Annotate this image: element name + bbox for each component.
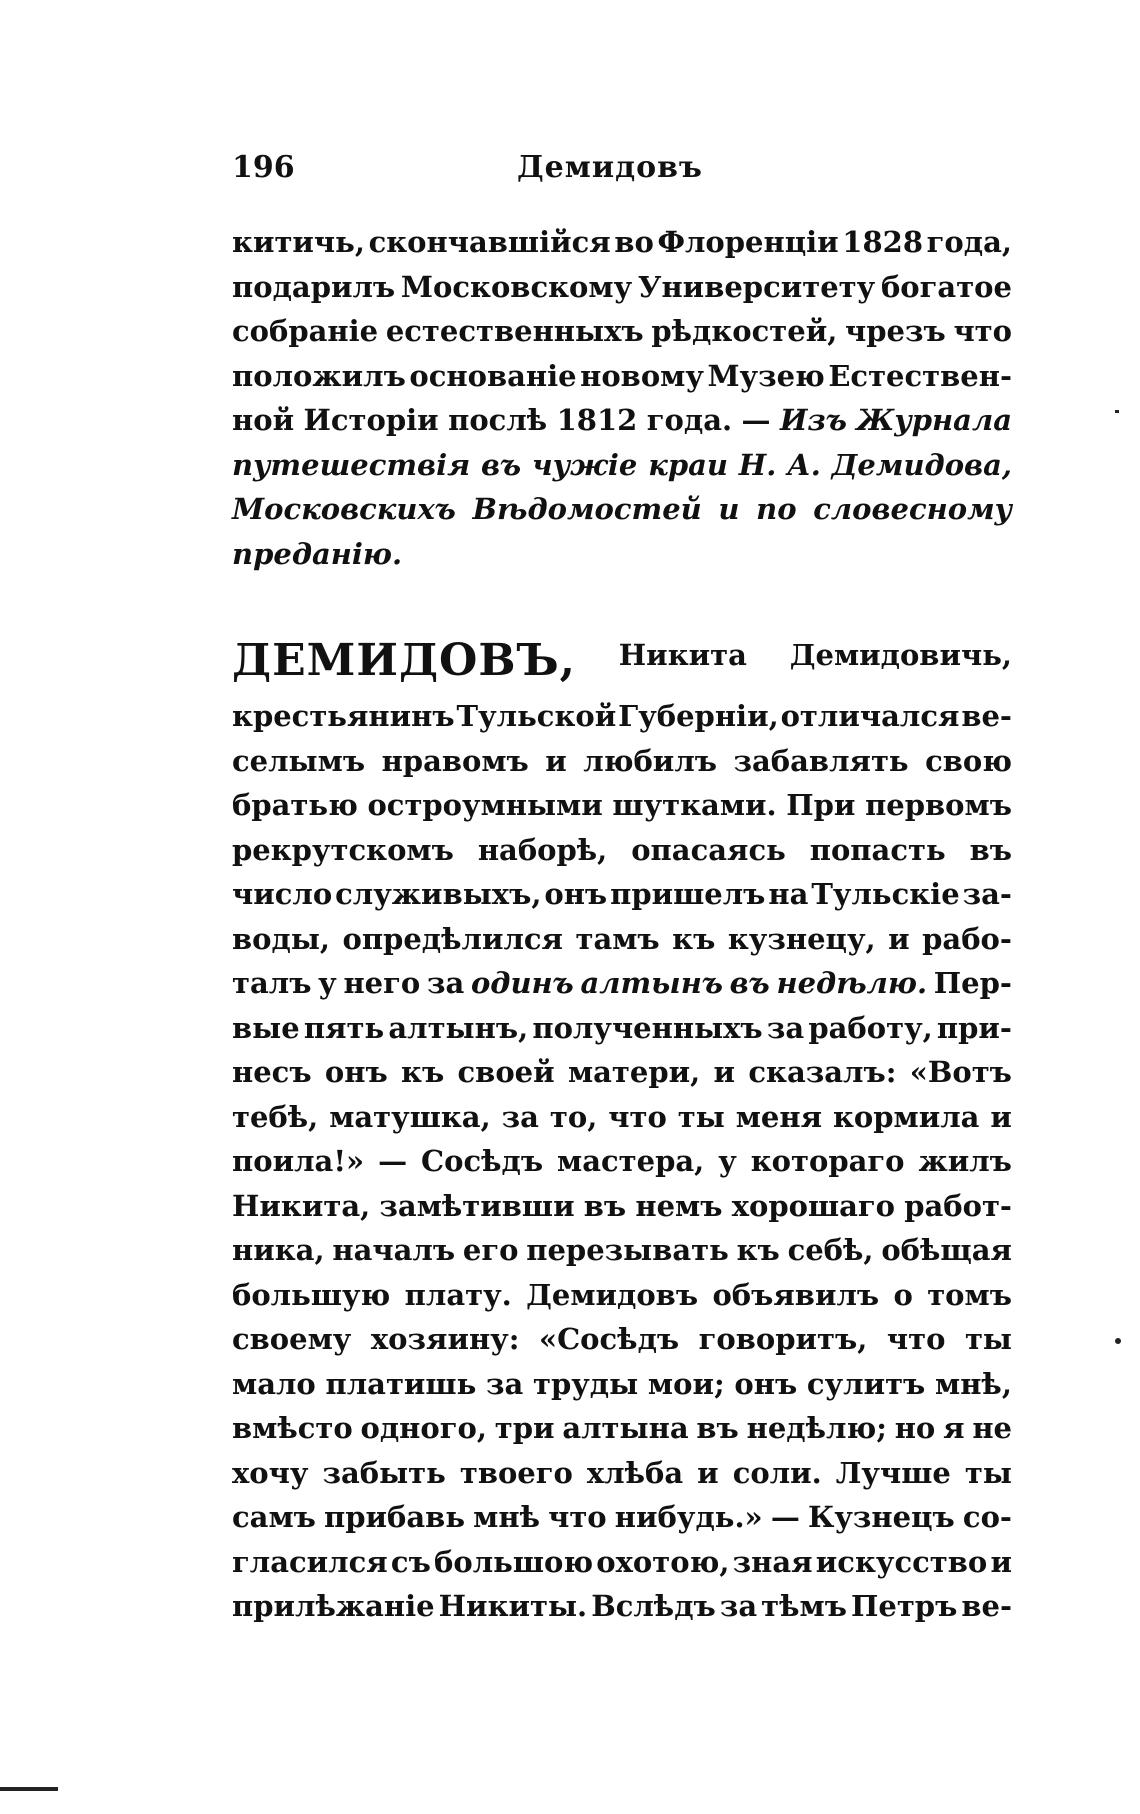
word: несъ xyxy=(232,1055,312,1089)
word: наборѣ, xyxy=(477,832,608,867)
word: преданію. xyxy=(232,536,403,571)
word: воды, xyxy=(232,921,330,956)
word: что xyxy=(886,1322,946,1356)
word: за xyxy=(485,1366,524,1401)
word: матери, xyxy=(567,1055,701,1089)
word: талъ xyxy=(232,966,312,1000)
text-line xyxy=(232,1095,1012,1140)
text-line xyxy=(232,1406,1012,1451)
word: и xyxy=(990,1544,1012,1579)
word: сулитъ xyxy=(806,1366,926,1401)
word: богатое xyxy=(880,269,1012,304)
word: со- xyxy=(962,1500,1012,1534)
word: жилъ xyxy=(918,1144,1012,1178)
word: «Сосѣдъ xyxy=(538,1322,680,1356)
word: но xyxy=(894,1411,936,1445)
word: Никита xyxy=(618,638,747,672)
word: въ xyxy=(583,1188,627,1223)
word: опредѣлился xyxy=(342,921,563,956)
word: въ xyxy=(696,1411,739,1445)
word: при- xyxy=(936,1010,1012,1045)
text-line xyxy=(232,354,1012,399)
word: труды xyxy=(533,1366,639,1401)
word: пришелъ xyxy=(610,877,766,911)
word: братью xyxy=(232,788,358,822)
word: работ- xyxy=(904,1188,1012,1223)
word: Петръ xyxy=(850,1589,958,1623)
word: тамъ xyxy=(575,921,660,956)
word: Демидовичь, xyxy=(789,638,1012,672)
word: хозяину: xyxy=(370,1322,520,1356)
word: Никиты. xyxy=(438,1589,588,1623)
word: Московскому xyxy=(400,269,633,304)
word: нравомъ xyxy=(381,743,529,778)
word: алтына xyxy=(562,1411,689,1445)
word: за- xyxy=(962,877,1012,911)
word: Никита, xyxy=(232,1188,371,1223)
text-line xyxy=(232,1228,1012,1273)
word: прилѣжаніе xyxy=(232,1589,435,1623)
word: о xyxy=(893,1277,913,1312)
word: и xyxy=(718,492,740,526)
word: Музею xyxy=(707,358,825,393)
text-line xyxy=(232,398,1012,443)
word: забавлять xyxy=(733,743,909,778)
word: отличался xyxy=(780,699,960,733)
word: скончавшійся xyxy=(368,225,611,259)
word: мастера, xyxy=(557,1144,705,1178)
word: Вѣдомостей xyxy=(472,492,702,526)
page-number: 196 xyxy=(232,150,295,185)
word: платишь xyxy=(325,1366,477,1401)
word: Исторіи xyxy=(303,403,439,437)
word: «Вотъ xyxy=(909,1055,1012,1089)
text-line xyxy=(232,1273,1012,1318)
word: онъ xyxy=(734,1366,798,1401)
word: него xyxy=(343,966,421,1000)
word: При xyxy=(786,788,856,822)
text-line xyxy=(232,220,1012,265)
word: и xyxy=(990,1099,1012,1134)
word: пять xyxy=(303,1010,385,1045)
word: чрезъ xyxy=(845,314,946,348)
word: котораго xyxy=(750,1144,905,1178)
word: шутками. xyxy=(612,788,777,822)
text-line xyxy=(232,1495,1012,1540)
text-line xyxy=(232,532,1012,577)
word: къ xyxy=(401,1055,445,1089)
word: Демидовъ xyxy=(526,1277,699,1312)
word: забыть xyxy=(322,1455,446,1490)
text-line xyxy=(232,1362,1012,1407)
word: нибудь.» xyxy=(614,1500,763,1534)
word: по xyxy=(756,492,797,526)
word: Губерніи, xyxy=(618,699,779,733)
text-line xyxy=(232,1584,1012,1629)
word: матушка, xyxy=(329,1099,491,1134)
word: замѣтивши xyxy=(379,1188,575,1223)
word: 1828 xyxy=(842,225,923,259)
word: словесному xyxy=(813,492,1012,526)
text-line xyxy=(232,443,1012,488)
word: мнѣ, xyxy=(935,1366,1012,1401)
word: основаніе xyxy=(409,358,577,393)
paragraph-demidov-nikita xyxy=(232,628,1012,1629)
word: полученныхъ xyxy=(532,1010,763,1045)
word: перезывать xyxy=(526,1233,729,1267)
word: три xyxy=(494,1411,555,1445)
word: Университету xyxy=(637,269,876,304)
word: рекрутскомъ xyxy=(232,832,454,867)
word: у xyxy=(318,966,337,1000)
word: въ xyxy=(481,447,522,482)
word: свою xyxy=(925,743,1012,778)
word: самъ xyxy=(232,1500,316,1534)
edge-mark xyxy=(1115,1338,1121,1344)
word: и xyxy=(697,1455,719,1490)
word: Тульской xyxy=(456,699,617,733)
word: томъ xyxy=(927,1277,1012,1312)
word: ве- xyxy=(961,1589,1012,1623)
word: ной xyxy=(232,403,295,437)
word: послѣ xyxy=(448,403,548,437)
word: мало xyxy=(232,1366,316,1401)
edge-mark xyxy=(1115,410,1119,413)
word: за xyxy=(766,1010,805,1045)
word: за xyxy=(719,1589,758,1623)
word: попасть xyxy=(809,832,946,867)
word: онъ xyxy=(544,877,608,911)
word: китичь, xyxy=(232,225,365,259)
word: зная xyxy=(732,1544,813,1579)
word: года. xyxy=(646,403,733,437)
word: путешествія xyxy=(232,447,471,482)
word: во xyxy=(614,225,654,259)
word: кузнецу, xyxy=(727,921,876,956)
word: недѣлю. xyxy=(776,966,928,1000)
word: охотою, xyxy=(596,1544,730,1579)
word: на xyxy=(768,877,809,911)
text-line xyxy=(232,828,1012,873)
word: Вслѣдъ xyxy=(591,1589,716,1623)
word: мои; xyxy=(647,1366,725,1401)
word: соли. xyxy=(732,1455,822,1490)
word: Пер- xyxy=(933,966,1012,1000)
word: вмѣсто xyxy=(232,1411,353,1445)
word: не xyxy=(972,1411,1012,1445)
word: твоего xyxy=(459,1455,573,1490)
text-line xyxy=(232,961,1012,1006)
word: большую xyxy=(232,1277,391,1312)
word: въ xyxy=(969,832,1012,867)
word: то, xyxy=(549,1099,598,1134)
word: что xyxy=(953,314,1012,348)
text-line xyxy=(232,1451,1012,1496)
word: — xyxy=(741,403,771,437)
word: рабо- xyxy=(922,921,1012,956)
word: тѣмъ xyxy=(761,1589,847,1623)
word: ты xyxy=(964,1455,1012,1490)
word: говоритъ, xyxy=(698,1322,868,1356)
text-line xyxy=(232,309,1012,354)
text-line xyxy=(232,1317,1012,1362)
word: поила!» xyxy=(232,1144,365,1178)
word: что xyxy=(608,1099,667,1134)
word: работу, xyxy=(808,1010,933,1045)
text-line xyxy=(232,739,1012,784)
word: Лучше xyxy=(835,1455,951,1490)
text-line xyxy=(232,694,1012,739)
word: ты xyxy=(964,1322,1012,1356)
text-line xyxy=(232,1540,1012,1585)
word: гласился xyxy=(232,1544,388,1579)
word: опасаясь xyxy=(631,832,786,867)
entry-heading: ДЕМИДОВЪ, xyxy=(232,635,576,686)
word: немъ xyxy=(635,1188,723,1223)
word: и xyxy=(888,921,910,956)
word: онъ xyxy=(324,1055,388,1089)
page-header xyxy=(232,150,1012,194)
word: краи xyxy=(648,447,728,482)
word: тебѣ, xyxy=(232,1099,319,1134)
word: прибавь xyxy=(324,1500,466,1534)
word: Журнала xyxy=(856,403,1012,437)
word: себѣ, xyxy=(787,1233,874,1267)
word: Естествен- xyxy=(828,358,1012,393)
word: хлѣба xyxy=(586,1455,684,1490)
word: — xyxy=(770,1500,800,1534)
paragraph-continuation xyxy=(232,220,1012,576)
word: Московскихъ xyxy=(232,492,456,526)
word: 1812 xyxy=(556,403,638,437)
word: обѣщая xyxy=(881,1233,1012,1267)
word: число xyxy=(232,877,333,911)
text-line xyxy=(232,628,1012,694)
word: А. xyxy=(787,447,821,482)
word: хочу xyxy=(232,1455,309,1490)
word: Изъ xyxy=(779,403,847,437)
word: ника, xyxy=(232,1233,325,1267)
word: за xyxy=(426,966,465,1000)
word: плату. xyxy=(404,1277,512,1312)
word: я xyxy=(943,1411,965,1445)
word: мнѣ xyxy=(473,1500,540,1534)
word: къ xyxy=(672,921,716,956)
edge-mark xyxy=(0,1787,58,1791)
word: — xyxy=(378,1144,408,1178)
word: любилъ xyxy=(583,743,718,778)
word: новому xyxy=(580,358,704,393)
word: недѣлю; xyxy=(746,1411,887,1445)
word: подарилъ xyxy=(232,269,396,304)
text-line xyxy=(232,265,1012,310)
word: алтынъ, xyxy=(388,1010,529,1045)
text-line xyxy=(232,1050,1012,1095)
word: началъ xyxy=(332,1233,456,1267)
word: крестьянинъ xyxy=(232,699,455,733)
word: въ xyxy=(729,966,770,1000)
word: искусство xyxy=(815,1544,988,1579)
text-line xyxy=(232,917,1012,962)
word: его xyxy=(462,1233,519,1267)
text-line xyxy=(232,1006,1012,1051)
word: меня xyxy=(735,1099,823,1134)
word: алтынъ xyxy=(580,966,723,1000)
word: одного, xyxy=(360,1411,487,1445)
word: у xyxy=(718,1144,737,1178)
word: и xyxy=(713,1055,736,1089)
text-line xyxy=(232,872,1012,917)
word: своей xyxy=(457,1055,555,1089)
text-line xyxy=(232,487,1012,532)
word: вые xyxy=(232,1010,300,1045)
word: остроумными xyxy=(367,788,603,822)
word: объявилъ xyxy=(712,1277,880,1312)
word: ве- xyxy=(961,699,1012,733)
word: Демидова, xyxy=(831,447,1012,482)
word: и xyxy=(545,743,567,778)
word: ты xyxy=(677,1099,725,1134)
word: служивыхъ, xyxy=(335,877,542,911)
word: года, xyxy=(926,225,1012,259)
word: Флоренціи xyxy=(657,225,839,259)
word: большою xyxy=(434,1544,594,1579)
word: собраніе xyxy=(232,314,379,348)
word: одинъ xyxy=(470,966,574,1000)
word: чужіе xyxy=(531,447,638,482)
word: Сосѣдъ xyxy=(421,1144,544,1178)
word: хорошаго xyxy=(731,1188,896,1223)
word: рѣдкостей, xyxy=(651,314,838,348)
text-line xyxy=(232,1184,1012,1229)
word: съ xyxy=(390,1544,431,1579)
text-line xyxy=(232,1139,1012,1184)
running-head: Демидовъ xyxy=(517,150,703,185)
word: своему xyxy=(232,1322,352,1356)
word: что xyxy=(548,1500,607,1534)
word: первомъ xyxy=(865,788,1012,822)
word: Н. xyxy=(738,447,777,482)
word: положилъ xyxy=(232,358,406,393)
text-line xyxy=(232,783,1012,828)
word: сказалъ: xyxy=(748,1055,897,1089)
word: Тульскіе xyxy=(811,877,960,911)
word: селымъ xyxy=(232,743,366,778)
word: за xyxy=(501,1099,539,1134)
word: къ xyxy=(736,1233,780,1267)
word: естественныхъ xyxy=(385,314,644,348)
page-body xyxy=(232,220,1012,1629)
word: Кузнецъ xyxy=(807,1500,955,1534)
word: кормила xyxy=(832,1099,980,1134)
